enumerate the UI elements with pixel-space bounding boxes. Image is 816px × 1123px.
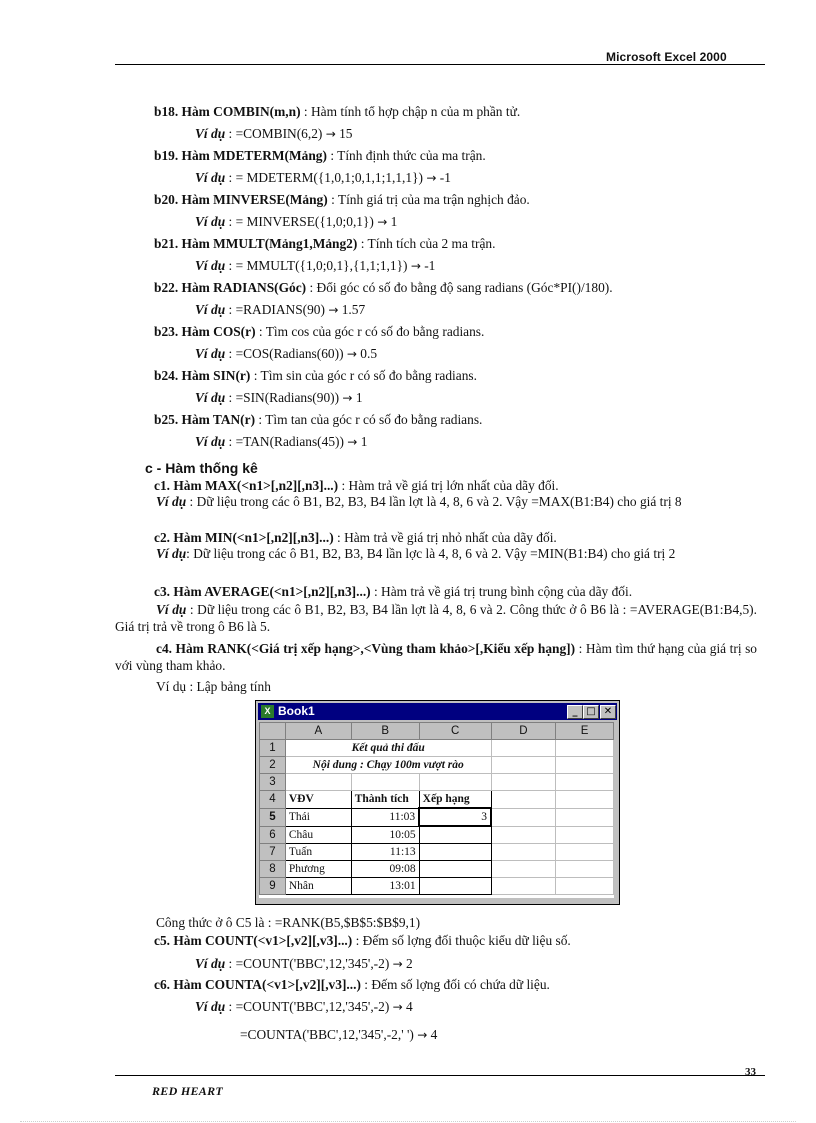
c6-example2-formula: =COUNTA('BBC',12,'345',-2,' '): [240, 1027, 418, 1042]
arrow-icon: →: [392, 1000, 403, 1014]
arrow-icon: →: [328, 303, 339, 317]
row-header[interactable]: 9: [260, 878, 286, 895]
function-desc: : Tính tích của 2 ma trận.: [357, 236, 496, 251]
function-heading: [154, 412, 482, 428]
function-example: [195, 390, 363, 406]
c5-name: c5. Hàm COUNT(<v1>[,v2][,v3]...): [154, 933, 353, 948]
athlete-cell[interactable]: Châu: [285, 826, 351, 844]
title-cell[interactable]: Kết quả thi đấu: [285, 740, 491, 757]
time-cell[interactable]: 10:05: [351, 826, 419, 844]
function-desc: : Tính giá trị của ma trận nghịch đảo.: [327, 192, 530, 207]
example-result: 1: [387, 214, 398, 229]
cell[interactable]: [556, 740, 614, 757]
c4-line: [115, 641, 757, 674]
example-result: 1.57: [338, 302, 366, 317]
cell[interactable]: [491, 757, 556, 774]
minimize-button[interactable]: _: [567, 705, 583, 719]
header-title: Microsoft Excel 2000: [606, 50, 727, 64]
excel-window-title: Book1: [278, 704, 315, 718]
example-label: Ví dụ: [195, 346, 226, 361]
c2-example-label: Ví dụ: [156, 546, 187, 561]
c6-example-result: 4: [402, 999, 413, 1014]
example-result: 1: [352, 390, 363, 405]
column-header-a[interactable]: A: [285, 723, 351, 740]
example-label: Ví dụ: [195, 434, 226, 449]
excel-window: [255, 700, 620, 905]
cell[interactable]: [419, 774, 491, 791]
c4-example-intro: Ví dụ : Lập bảng tính: [156, 679, 271, 694]
column-header-b[interactable]: B: [351, 723, 419, 740]
function-heading: [154, 104, 520, 120]
c6-example-2: [240, 1027, 437, 1043]
example-formula: : =RADIANS(90): [225, 302, 329, 317]
c6-example-label: Ví dụ: [195, 999, 226, 1014]
header-rule: [115, 64, 765, 65]
c6-example: [195, 999, 413, 1015]
close-button[interactable]: ✕: [600, 705, 616, 719]
function-desc: : Tìm sin của góc r có số đo bằng radians.: [250, 368, 477, 383]
arrow-icon: →: [417, 1028, 428, 1042]
example-label: Ví dụ: [195, 302, 226, 317]
row-header[interactable]: 5: [260, 808, 286, 826]
cell[interactable]: [491, 844, 556, 861]
arrow-icon: →: [392, 957, 403, 971]
cell[interactable]: [556, 791, 614, 809]
page-bottom-border: [20, 1121, 796, 1122]
rank-cell[interactable]: [419, 861, 491, 878]
c1-example: [115, 494, 757, 511]
row-header[interactable]: 3: [260, 774, 286, 791]
rank-cell[interactable]: [419, 826, 491, 844]
arrow-icon: →: [426, 171, 437, 185]
spreadsheet-grid: [259, 722, 614, 898]
function-desc: : Tìm tan của góc r có số đo bằng radians.: [255, 412, 483, 427]
footer-author: RED HEART: [152, 1084, 224, 1098]
page-number: 33: [745, 1066, 756, 1078]
c4-formula-note: Công thức ở ô C5 là : =RANK(B5,$B$5:$B$9,1): [156, 915, 421, 930]
example-formula: : =SIN(Radians(90)): [225, 390, 343, 405]
example-result: -1: [436, 170, 451, 185]
function-name: b24. Hàm SIN(r): [154, 368, 251, 383]
cell[interactable]: [491, 808, 556, 826]
c3-line: [154, 584, 632, 600]
header-cell-rank[interactable]: Xếp hạng: [419, 791, 491, 809]
cell[interactable]: [285, 774, 351, 791]
function-heading: [154, 324, 484, 340]
cell[interactable]: [491, 791, 556, 809]
column-header-c[interactable]: C: [419, 723, 491, 740]
c6-desc: : Đếm số lợng đối có chứa dữ liệu.: [360, 977, 550, 992]
function-heading: [154, 148, 486, 164]
c3-desc: : Hàm trả về giá trị trung bình cộng của dãy đối.: [370, 584, 633, 599]
example-label: Ví dụ: [195, 170, 226, 185]
c2-example: [115, 546, 757, 563]
c5-example: [195, 956, 413, 972]
cell[interactable]: [556, 826, 614, 844]
cell[interactable]: [556, 878, 614, 895]
c1-desc: : Hàm trả về giá trị lớn nhất của dãy đối.: [338, 478, 559, 493]
corner-cell[interactable]: [260, 723, 286, 740]
c2-example-text: : Dữ liệu trong các ô B1, B2, B3, B4 lần lợc là 4, 8, 6 và 2. Vậy =MIN(B1:B4) cho giá trị 2: [186, 546, 676, 561]
excel-title-bar[interactable]: [258, 703, 617, 720]
c2-desc: : Hàm trả về giá trị nhỏ nhất của dãy đối.: [333, 530, 557, 545]
arrow-icon: →: [347, 435, 358, 449]
rank-cell-selected[interactable]: 3: [419, 808, 491, 826]
c3-example: [115, 602, 757, 635]
time-cell[interactable]: 11:13: [351, 844, 419, 861]
function-desc: : Hàm tính tổ hợp chập n của m phần tử.: [300, 104, 521, 119]
c1-example-text: : Dữ liệu trong các ô B1, B2, B3, B4 lần lợt là 4, 8, 6 và 2. Vậy =MAX(B1:B4) cho giá trị 8: [186, 494, 682, 509]
function-example: [195, 126, 353, 142]
cell[interactable]: [556, 861, 614, 878]
function-name: b21. Hàm MMULT(Mảng1,Mảng2): [154, 236, 358, 251]
function-example: [195, 214, 397, 230]
c6-line: [154, 977, 550, 993]
c6-name: c6. Hàm COUNTA(<v1>[,v2][,v3]...): [154, 977, 361, 992]
example-formula: : = MMULT({1,0;0,1},{1,1;1,1}): [225, 258, 411, 273]
function-desc: : Tìm cos của góc r có số đo bằng radians.: [255, 324, 485, 339]
excel-logo-icon: X: [261, 705, 274, 718]
c1-line: [154, 478, 559, 494]
function-example: [195, 434, 367, 450]
row-header[interactable]: 7: [260, 844, 286, 861]
row-header[interactable]: 1: [260, 740, 286, 757]
example-formula: : =COS(Radians(60)): [225, 346, 347, 361]
function-example: [195, 346, 377, 362]
rank-cell[interactable]: [419, 878, 491, 895]
example-formula: : =TAN(Radians(45)): [225, 434, 348, 449]
function-example: [195, 302, 365, 318]
function-desc: : Tính định thức của ma trận.: [326, 148, 486, 163]
example-result: 0.5: [356, 346, 378, 361]
section-heading: c - Hàm thống kê: [145, 460, 258, 476]
cell[interactable]: [556, 757, 614, 774]
function-desc: : Đổi góc có số đo bằng độ sang radians (Góc*PI()/180).: [306, 280, 613, 295]
function-heading: [154, 192, 530, 208]
cell[interactable]: [556, 774, 614, 791]
example-formula: : = MDETERM({1,0,1;0,1,1;1,1,1}): [225, 170, 427, 185]
c6-example-formula: : =COUNT('BBC',12,'345',-2): [225, 999, 393, 1014]
arrow-icon: →: [342, 391, 353, 405]
function-heading: [154, 236, 495, 252]
arrow-icon: →: [410, 259, 421, 273]
column-header-d[interactable]: D: [491, 723, 556, 740]
c6-example2-result: 4: [427, 1027, 438, 1042]
example-label: Ví dụ: [195, 258, 226, 273]
function-name: b25. Hàm TAN(r): [154, 412, 256, 427]
arrow-icon: →: [325, 127, 336, 141]
athlete-cell[interactable]: Nhân: [285, 878, 351, 895]
function-example: [195, 258, 435, 274]
c3-name: c3. Hàm AVERAGE(<n1>[,n2][,n3]...): [154, 584, 371, 599]
c1-name: c1. Hàm MAX(<n1>[,n2][,n3]...): [154, 478, 339, 493]
example-label: Ví dụ: [195, 126, 226, 141]
example-result: 15: [335, 126, 353, 141]
example-label: Ví dụ: [195, 214, 226, 229]
arrow-icon: →: [346, 347, 357, 361]
rank-cell[interactable]: [419, 844, 491, 861]
function-heading: [154, 368, 477, 384]
row-header[interactable]: 2: [260, 757, 286, 774]
function-example: [195, 170, 451, 186]
c3-example-text: : Dữ liệu trong các ô B1, B2, B3, B4 lần lợt là 4, 8, 6 và 2. Công thức ở ô B6 là : =AVERAGE(B1:B4,5). Giá trị trả về trong ô B6 là 5.: [115, 602, 757, 634]
c5-example-result: 2: [402, 956, 413, 971]
athlete-cell[interactable]: Tuấn: [285, 844, 351, 861]
column-header-e[interactable]: E: [556, 723, 614, 740]
c3-example-label: Ví dụ: [156, 602, 187, 617]
arrow-icon: →: [377, 215, 388, 229]
subtitle-cell[interactable]: Nội dung : Chạy 100m vượt rào: [285, 757, 491, 774]
row-header[interactable]: 4: [260, 791, 286, 809]
c4-name: c4. Hàm RANK(<Giá trị xếp hạng>,<Vùng tham khảo>[,Kiểu xếp hạng]): [156, 641, 576, 656]
cell[interactable]: [556, 808, 614, 826]
c1-example-label: Ví dụ: [156, 494, 187, 509]
maximize-button[interactable]: □: [583, 705, 599, 719]
cell[interactable]: [491, 878, 556, 895]
c5-example-formula: : =COUNT('BBC',12,'345',-2): [225, 956, 393, 971]
c5-desc: : Đếm số lợng đối thuộc kiểu dữ liệu số.: [352, 933, 571, 948]
c2-line: [154, 530, 557, 546]
c5-example-label: Ví dụ: [195, 956, 226, 971]
c4-desc: : Hàm tìm thứ hạng của giá trị so với vùng tham khảo.: [115, 641, 758, 673]
time-cell[interactable]: 09:08: [351, 861, 419, 878]
example-formula: : = MINVERSE({1,0;0,1}): [225, 214, 378, 229]
c2-name: c2. Hàm MIN(<n1>[,n2][,n3]...): [154, 530, 334, 545]
function-name: b23. Hàm COS(r): [154, 324, 256, 339]
cell[interactable]: [491, 740, 556, 757]
row-header[interactable]: 8: [260, 861, 286, 878]
cell[interactable]: [556, 844, 614, 861]
c5-line: [154, 933, 571, 949]
time-cell[interactable]: 13:01: [351, 878, 419, 895]
time-cell[interactable]: 11:03: [351, 808, 419, 826]
cell[interactable]: [491, 826, 556, 844]
function-name: b20. Hàm MINVERSE(Mảng): [154, 192, 328, 207]
function-name: b22. Hàm RADIANS(Góc): [154, 280, 307, 295]
example-result: 1: [357, 434, 368, 449]
header-cell-athlete[interactable]: VĐV: [285, 791, 351, 809]
header-cell-time[interactable]: Thành tích: [351, 791, 419, 809]
athlete-cell[interactable]: Phương: [285, 861, 351, 878]
function-name: b18. Hàm COMBIN(m,n): [154, 104, 301, 119]
cell[interactable]: [351, 774, 419, 791]
example-label: Ví dụ: [195, 390, 226, 405]
athlete-cell[interactable]: Thái: [285, 808, 351, 826]
cell[interactable]: [491, 774, 556, 791]
cell[interactable]: [491, 861, 556, 878]
footer-rule: [115, 1075, 765, 1076]
example-formula: : =COMBIN(6,2): [225, 126, 326, 141]
function-name: b19. Hàm MDETERM(Mảng): [154, 148, 327, 163]
spreadsheet-table: [259, 722, 614, 895]
function-heading: [154, 280, 613, 296]
row-header[interactable]: 6: [260, 826, 286, 844]
example-result: -1: [420, 258, 436, 273]
